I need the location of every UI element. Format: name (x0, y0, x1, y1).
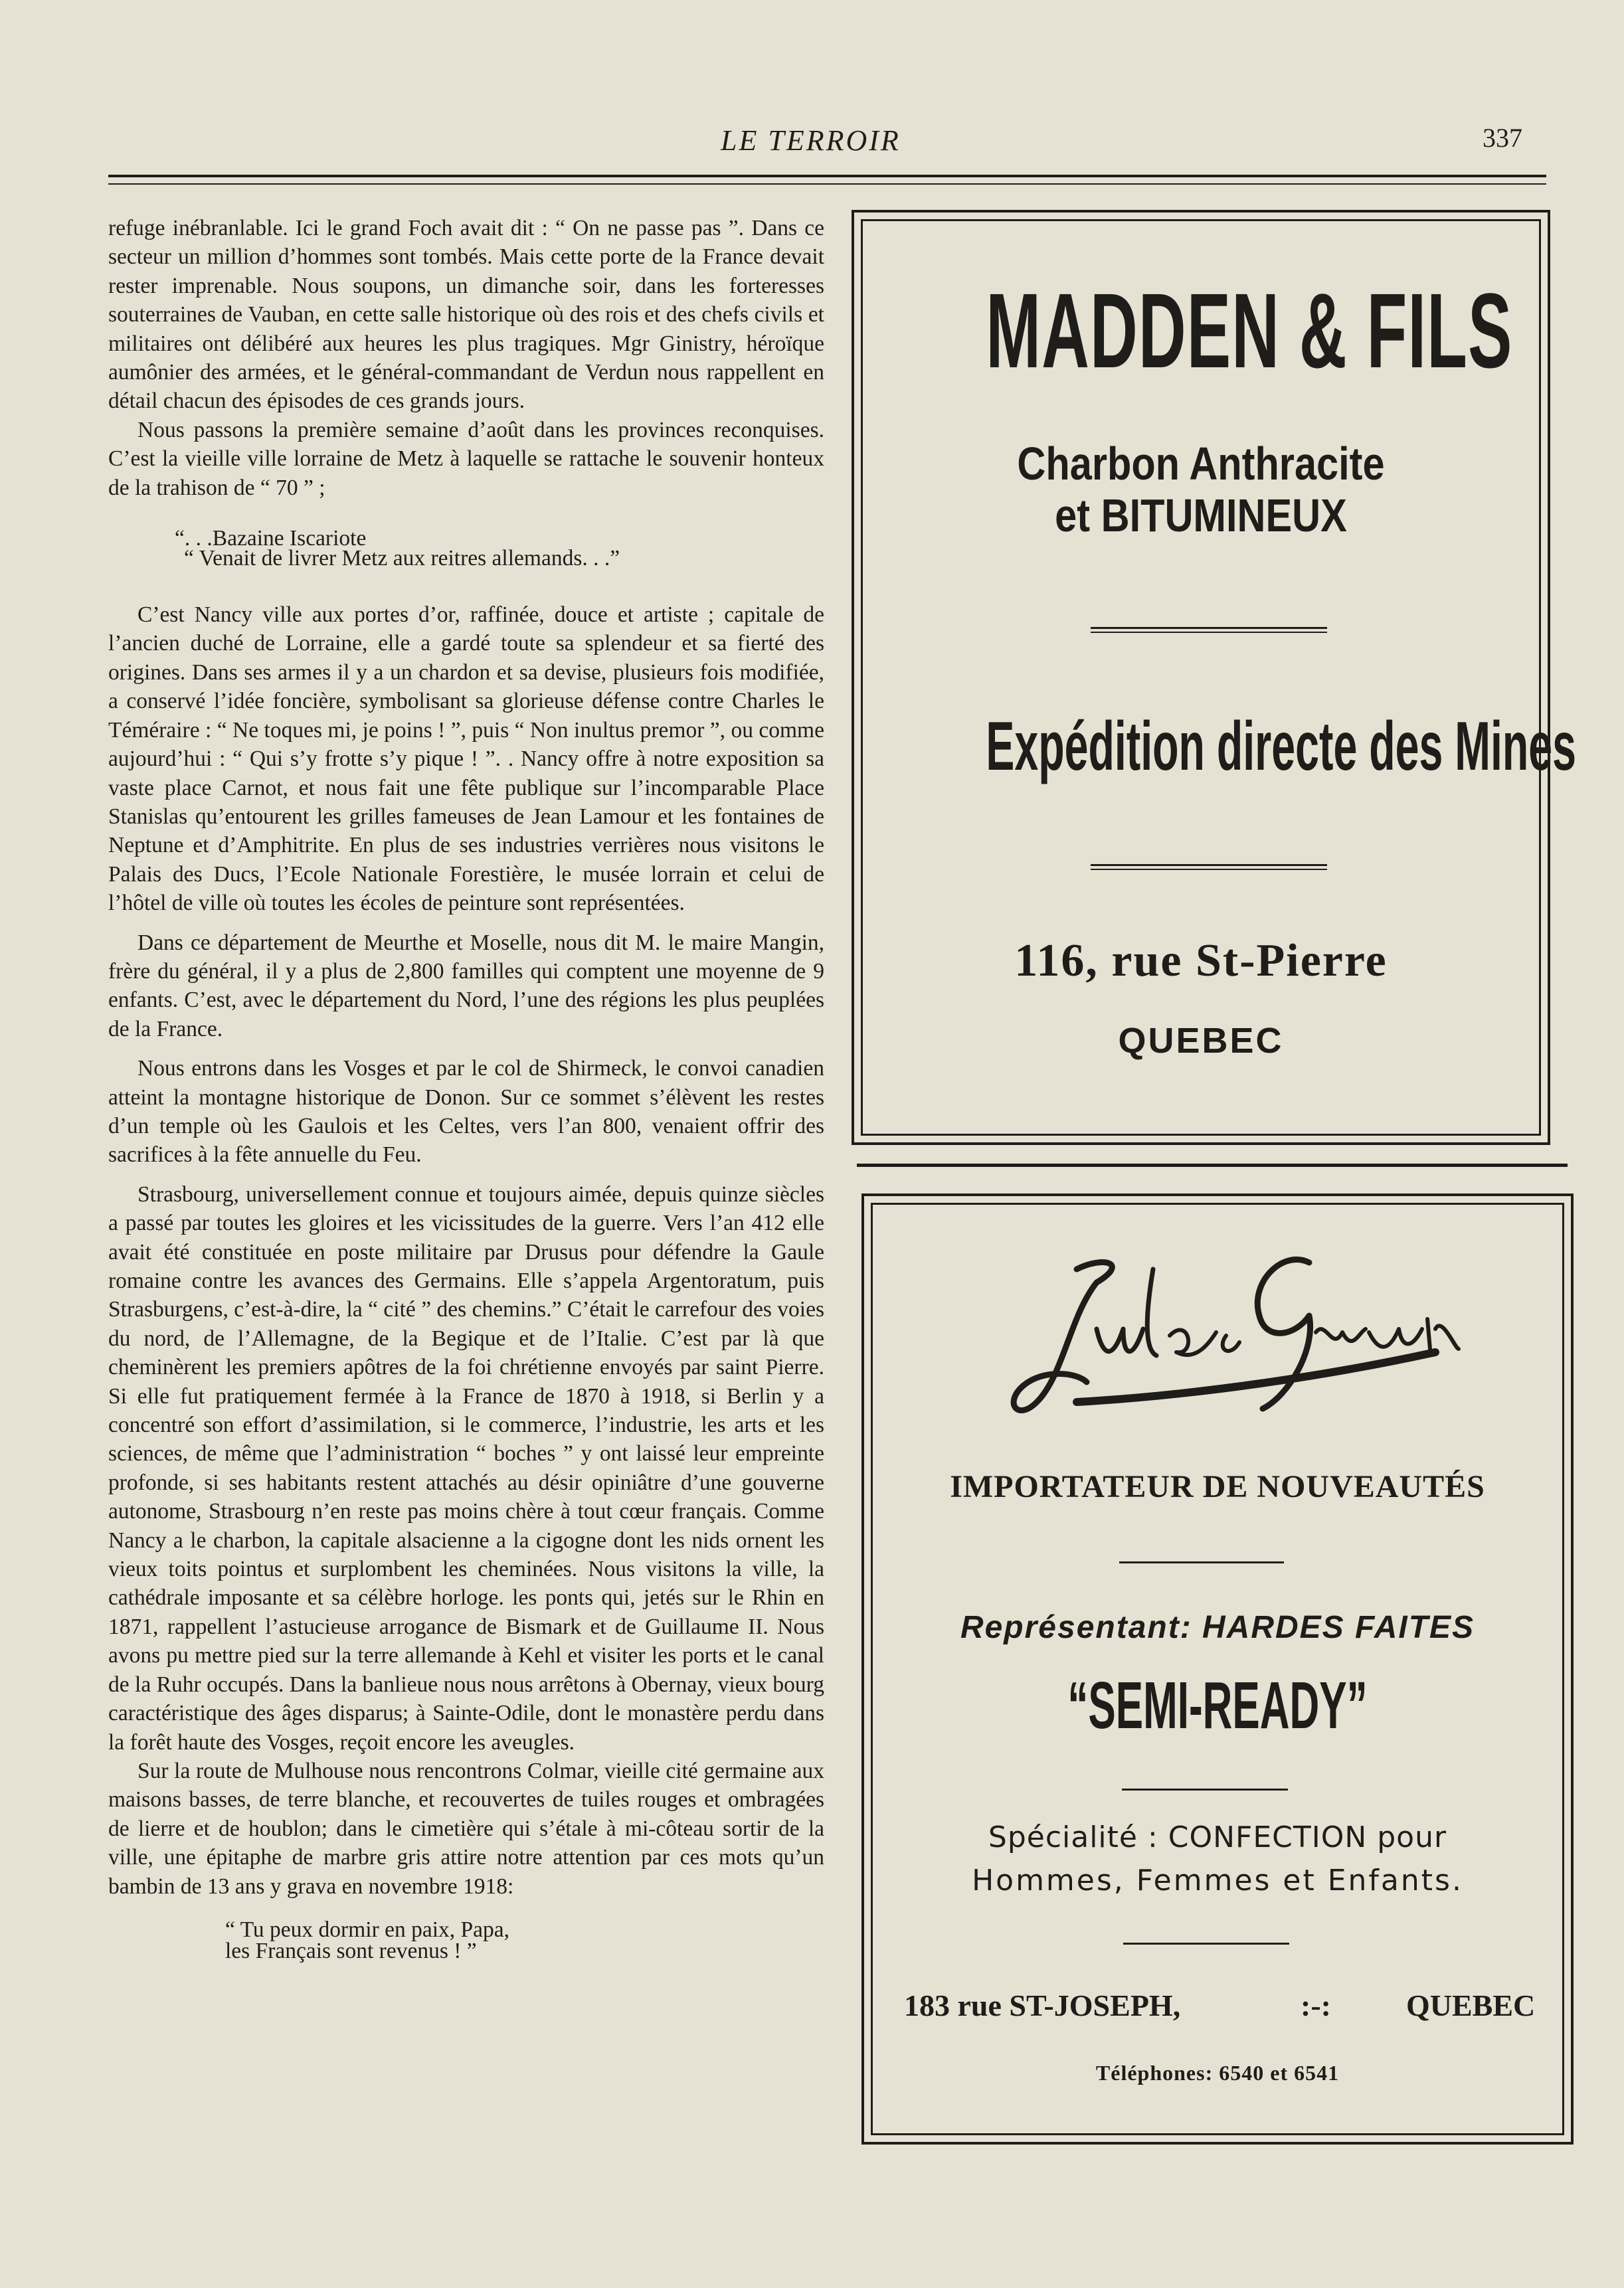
ad-address: 183 rue ST-JOSEPH, (904, 1988, 1181, 2022)
ad-specialty: Spécialité : CONFECTION pour (988, 1820, 1447, 1854)
article-paragraph: Sur la route de Mulhouse nous rencontrons Colmar, vieille cité germaine aux maisons basses, de terre blanche, et recouvertes de tuiles rouges et ombragées de lierre et de houblon; dans le cimetière qui s’étale à mi-côteau sortir de la ville, une épitaphe de marbre gris attire notre attention par ces mots qu’un bambin de 13 ans y grava en novembre 1918: (108, 1758, 824, 1899)
ad-phones: Téléphones: 6540 et 6541 (1095, 2061, 1340, 2085)
article-paragraph: Nous passons la première semaine d’août dans les provinces reconquises. C’est la vieille ville lorraine de Metz à laquelle se rattache le souvenir honteux de la trahison de “ 70 ” ; (108, 417, 824, 500)
ad-city: QUEBEC (1406, 1988, 1536, 2022)
verse-line: “ Venait de livrer Metz aux reitres allemands. . .” (184, 546, 620, 571)
verse-line: “. . .Bazaine Iscariote (175, 526, 367, 551)
article-paragraph: C’est Nancy ville aux portes d’or, raffinée, douce et artiste ; capitale de l’ancien duché de Lorraine, elle a gardé toute sa splendeur et sa fierté des origines. Dans ses armes il y a un chardon et sa devise, plusieurs fois modifiée, a conservé l’idée foncière, symbolisant sa glorieuse défense contre Charles le Téméraire : “ Ne toques mi, je poins ! ”, puis “ Non inultus premor ”, ou comme aujourd’hui : “ Qui s’y frotte s’y pique ! ”. . Nancy offre à notre exposition sa vaste place Carnot, et nous fait une fête publique sur l’incomparable Place Stanislas qu’entourent les grilles fameuses de Jean Lamour et les fontaines de Neptune et d’Amphitrite. En plus de ses industries verrières nous visitons le Palais des Ducs, l’Ecole Nationale Forestière, le musée lorrain et celui de l’hôtel de ville où toutes les écoles de peinture sont représentées. (108, 602, 824, 916)
ad-divider (1091, 627, 1327, 633)
article-column (108, 214, 824, 1962)
quote-line: “ Tu peux dormir en paix, Papa, (225, 1917, 510, 1942)
article-paragraph: refuge inébranlable. Ici le grand Foch avait dit : “ On ne passe pas ”. Dans ce secteur un million d’hommes sont tombés. Mais cette porte de la France devait rester imprenable. Nous soupons, un dimanche soir, dans les forteresses souterraines de Vauban, en cette salle historique où des rois et des chefs civils et militaires ont délibéré aux heures les plus tragiques. Mgr Ginistry, héroïque aumônier des armées, et le général-commandant de Verdun nous rappellent en détail chacun des épisodes de ces grands jours. (108, 216, 824, 414)
article-paragraph: Nous entrons dans les Vosges et par le col de Shirmeck, le convoi canadien atteint la montagne historique de Donon. Sur ce sommet s’élèvent les restes d’un temple où les Gaulois et les Celtes, vers l’an 800, venaient offrir des sacrifices à la fête annuelle du Feu. (108, 1056, 824, 1168)
ad-divider (1122, 1789, 1288, 1791)
ad-divider (1119, 1561, 1284, 1563)
running-title: LE TERROIR (721, 124, 901, 157)
page-number: 337 (1483, 123, 1522, 153)
ad-city: QUEBEC (1118, 1021, 1284, 1061)
ad-divider (1091, 864, 1327, 870)
article-paragraph: Dans ce département de Meurthe et Moselle, nous dit M. le maire Mangin, frère du général, il y a plus de 2,800 familles qui comptent une moyenne de 9 enfants. C’est, avec le département du Nord, l’une des régions les plus peuplées de la France. (108, 930, 824, 1041)
closing-quote (225, 1919, 824, 1962)
ad-jules-gauvin (861, 1193, 1574, 2145)
ad-product-line: Charbon Anthracite (1017, 438, 1385, 489)
verse-quote (175, 526, 824, 571)
quote-line: les Français sont revenus ! ” (225, 1938, 477, 1963)
ad-brand: “SEMI-READY” (1067, 1668, 1368, 1743)
ad-specialty: Hommes, Femmes et Enfants. (972, 1864, 1463, 1897)
article-paragraph: Strasbourg, universellement connue et toujours aimée, depuis quinze siècles a passé par toutes les gloires et les vicissitudes de la guerre. Vers l’an 412 elle avait été constituée en poste militaire par Drusus pour défendre la Gaule romaine contre les avances des Germains. Elle s’appela Argentoratum, puis Strasburgens, c’est-à-dire, la “ cité ” des chemins.” C’était le carrefour des voies du nord, de l’Allemagne, de la Begique et de l’Italie. C’est par là que cheminèrent les premiers apôtres de la foi chrétienne envoyés par saint Pierre. Si elle fut pratiquement fermée à la France de 1870 à 1918, si Berlin y a concentré son effort d’assimilation, si le commerce, l’industrie, les arts et les sciences, de même que l’administration “ boches ” y ont laissé leur empreinte profonde, si ses habitants restent attachés au désir opiniâtre d’une gouverne autonome, Strasbourg n’en reste pas moins chère à tout cœur français. Comme Nancy a le charbon, la capitale alsacienne a la cigogne dont les nids ornent les vieux toits pointus et surplombent les cheminées. Nous visitons la ville, la cathédrale imposante et sa célèbre horloge. les ponts qui, jetés sur le Rhin en 1871, rappellent l’astucieuse arrogance de Bismark et de Guillaume II. Nous avons pu mettre pied sur la terre allemande à Kehl et visiter les ports et le canal de la Ruhr occupés. Dans la banlieue nous nous arrêtons à Obernay, vieux bourg caractéristique des âges disparus; à Sainte-Odile, dont le monastère perdu dans la forêt haute des Vosges, reçoit encore les aveugles. (108, 1182, 824, 1755)
ad-importer-line: IMPORTATEUR DE NOUVEAUTÉS (950, 1469, 1485, 1504)
ad-divider (1123, 1943, 1289, 1945)
ad-address: 116, rue St-Pierre (1014, 935, 1388, 986)
ad-madden-fils (852, 210, 1576, 1145)
ad-separator: :-: (1301, 1988, 1331, 2022)
ad-representative: Représentant: HARDES FAITES (960, 1610, 1475, 1645)
header-rule (108, 175, 1546, 177)
signature-logo (997, 1243, 1462, 1442)
ad-tagline: Expédition directe des Mines (986, 708, 1576, 785)
ad-company-name: MADDEN & FILS (986, 271, 1513, 390)
header-rule-thin (108, 183, 1546, 185)
column-rule (857, 1164, 1568, 1167)
ad-product-line: et BITUMINEUX (1055, 489, 1347, 541)
